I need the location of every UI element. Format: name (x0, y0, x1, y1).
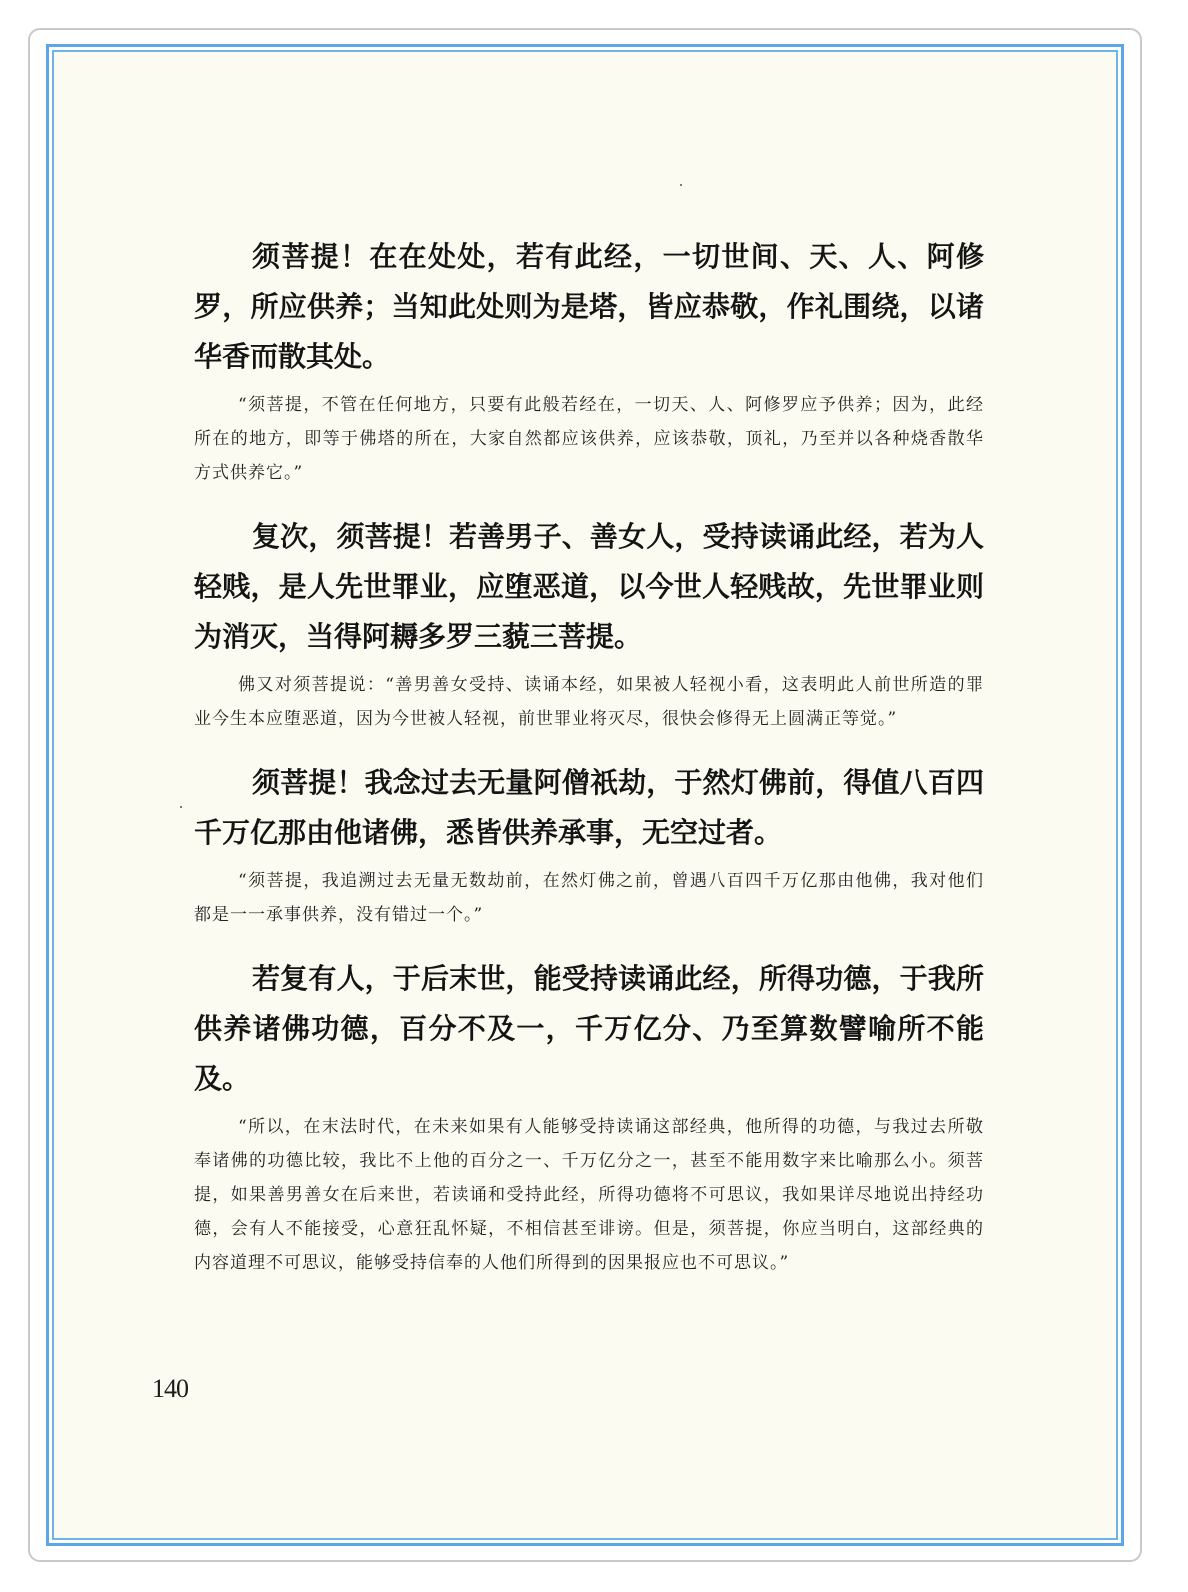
sutra-text: 若复有人，于后末世，能受持读诵此经，所得功德，于我所供养诸佛功德，百分不及一，千万亿分、乃至算数譬喻所不能及。 (194, 962, 984, 1095)
passage-1 (194, 232, 984, 490)
passage-4 (194, 954, 984, 1280)
sutra-text: 复次，须菩提！若善男子、善女人，受持读诵此经，若为人轻贱，是人先世罪业，应堕恶道，以今世人轻贱故，先世罪业则为消灭，当得阿耨多罗三藐三菩提。 (194, 520, 984, 653)
passage-3 (194, 758, 984, 932)
commentary-text: “所以，在末法时代，在未来如果有人能够受持读诵这部经典，他所得的功德，与我过去所敬奉诸佛的功德比较，我比不上他的百分之一、千万亿分之一，甚至不能用数字来比喻那么小。须菩提，如果善男善女在后来世，若读诵和受持此经，所得功德将不可思议，我如果详尽地说出持经功德，会有人不能接受，心意狂乱怀疑，不相信甚至诽谤。但是，须菩提，你应当明白，这部经典的内容道理不可思议，能够受持信奉的人他们所得到的因果报应也不可思议。” (194, 1117, 984, 1273)
commentary-text: “须菩提，不管在任何地方，只要有此般若经在，一切天、人、阿修罗应予供养；因为，此经所在的地方，即等于佛塔的所在，大家自然都应该供养，应该恭敬，顶礼，乃至并以各种烧香散华方式供养它。” (194, 395, 984, 483)
sutra-text: 须菩提！在在处处，若有此经，一切世间、天、人、阿修罗，所应供养；当知此处则为是塔，皆应恭敬，作礼围绕，以诸华香而散其处。 (194, 240, 984, 373)
sutra-text: 须菩提！我念过去无量阿僧祇劫，于然灯佛前，得值八百四千万亿那由他诸佛，悉皆供养承事，无空过者。 (194, 766, 984, 849)
page-content (194, 232, 984, 1302)
page-number: 140 (152, 1374, 188, 1403)
page-paper (52, 50, 1118, 1540)
commentary-text: “须菩提，我追溯过去无量无数劫前，在然灯佛之前，曾遇八百四千万亿那由他佛，我对他们都是一一承事供养，没有错过一个。” (194, 871, 984, 925)
ink-speck (180, 806, 182, 808)
page-border (46, 44, 1124, 1546)
ink-speck (680, 184, 682, 186)
passage-2 (194, 512, 984, 736)
commentary-text: 佛又对须菩提说：“善男善女受持、读诵本经，如果被人轻视小看，这表明此人前世所造的罪业今生本应堕恶道，因为今世被人轻视，前世罪业将灭尽，很快会修得无上圆满正等觉。” (194, 675, 984, 729)
